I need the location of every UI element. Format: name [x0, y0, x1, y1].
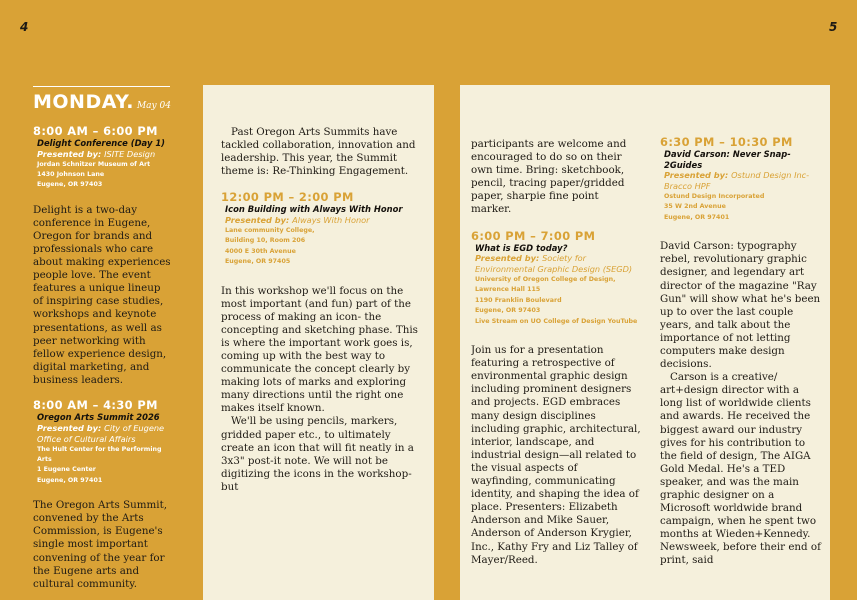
- event-title: Icon Building with Always With Honor: [225, 204, 403, 215]
- address-line: Eugene, OR 97405: [225, 258, 291, 266]
- event-description: Delight is a two-day conference in Eugene, Oregon for brands and professionals who care about making experiences people love. The event features a unique lineup of inspiring case studies, workshops and keynote presentations, as well as peer networking with fellow experience design, digital marketing, and business leaders.: [33, 203, 171, 386]
- column-3: [471, 138, 641, 600]
- event-time: 6:00 PM – 7:00 PM: [471, 228, 596, 243]
- event-arts-summit: [33, 399, 171, 591]
- event-icon-building: [221, 191, 421, 494]
- event-description: Join us for a presentation featuring a retrospective of environmental graphic design including prominent designers and projects. EGD embraces many design disciplines including graphic, architectural, interior, landscape, and industrial design—all related to the visual aspects of wayfinding, communicating identity, and shaping the idea of place. Presenters: Elizabeth Anderson and Mike Sauer, Anderson of Anderson Krygier, Inc., Kathy Fry and Liz Talley of Mayer/Reed.: [471, 344, 641, 566]
- day-rule: [33, 86, 170, 87]
- continued-text: participants are welcome and encouraged to do so on their own time. Bring: sketchbook, pencil, tracing paper/gridded paper, sharpie fine point marker.: [471, 138, 627, 216]
- event-title: Oregon Arts Summit 2026: [37, 412, 160, 423]
- continued-text: Past Oregon Arts Summits have tackled collaboration, innovation and leadership. This year, the Summit theme is: Re-Thinking Engagement.: [221, 126, 416, 178]
- event-description: David Carson: typography rebel, revolutionary graphic designer, and legendary art director of the magazine "Ray Gun" will show what he's been up to over the last couple years, and talk about the importance of not letting computers make design decisions.: [660, 240, 821, 371]
- event-time: 6:30 PM – 10:30 PM: [660, 136, 793, 149]
- event-egd: [471, 230, 641, 567]
- event-description-cont: We'll be using pencils, markers, gridded paper etc., to ultimately create an icon that will fit neatly in a 3x3" post-it note. We will not be digitizing the icons in the workshop- but: [221, 415, 414, 493]
- presenter-name: Society for Environmental Graphic Design (SEGD): [475, 253, 633, 275]
- event-description: The Oregon Arts Summit, convened by the Arts Commission, is Eugene's single most important convening of the year for the Eugene arts and cultural community.: [33, 499, 167, 590]
- presenter-name: Ostund Design Inc-Bracco HPF: [664, 170, 810, 191]
- event-presenter: [37, 423, 171, 445]
- presented-label: Presented by:: [475, 253, 540, 264]
- address-line: Eugene, OR 97401: [37, 476, 103, 484]
- presented-label: Presented by:: [37, 422, 102, 433]
- presented-label: Presented by:: [664, 170, 729, 180]
- presenter-name: ISITE Design: [104, 148, 156, 159]
- address-line: Eugene, OR 97403: [475, 307, 541, 315]
- address-line: 1190 Franklin Boulevard: [475, 296, 562, 304]
- address-line: Eugene, OR 97403: [37, 181, 103, 189]
- presented-label: Presented by:: [225, 214, 290, 225]
- address-line: 1 Eugene Center: [37, 466, 96, 474]
- event-david-carson: [660, 136, 825, 568]
- event-title: Delight Conference (Day 1): [37, 138, 165, 148]
- page-number-left: 4: [20, 20, 29, 34]
- address-line: Jordan Schnitzer Museum of Art: [37, 160, 151, 168]
- address-line: Live Stream on UO College of Design YouTube: [475, 317, 638, 325]
- event-presenter: [475, 253, 641, 275]
- day-name: MONDAY.: [33, 91, 134, 113]
- event-presenter: [225, 215, 421, 226]
- event-description: In this workshop we'll focus on the most important (and fun) part of the process of making an icon- the concepting and sketching phase. This is where the important work goes is, coming up with the best way to communicate the concept clearly by making lots of marks and exploring many directions until the right one makes itself known.: [221, 284, 418, 415]
- address-line: Eugene, OR 97401: [664, 213, 730, 221]
- day-heading: [33, 91, 171, 117]
- event-delight: [33, 125, 171, 387]
- address-line: 1430 Johnson Lane: [37, 170, 105, 178]
- address-line: 4000 E 30th Avenue: [225, 247, 296, 255]
- presenter-name: City of Eugene Office of Cultural Affairs: [37, 422, 165, 444]
- column-1: [33, 86, 171, 600]
- address-line: 35 W 2nd Avenue: [664, 203, 726, 211]
- address-line: University of Oregon College of Design,: [475, 276, 616, 284]
- event-title: David Carson: Never Snap-2Guides: [664, 149, 791, 170]
- address-line: Lawrence Hall 115: [475, 286, 541, 294]
- event-time: 8:00 AM – 4:30 PM: [33, 398, 158, 413]
- address-line: The Hult Center for the Performing Arts: [37, 445, 162, 463]
- address-line: Building 10, Room 206: [225, 237, 306, 245]
- column-2: [221, 126, 421, 600]
- event-presenter: [37, 149, 171, 160]
- event-time: 12:00 PM – 2:00 PM: [221, 190, 354, 205]
- column-4: [660, 136, 825, 600]
- event-presenter: [664, 170, 825, 192]
- event-title: What is EGD today?: [475, 242, 568, 253]
- address-line: Ostund Design Incorporated: [664, 193, 765, 200]
- day-date: May 04: [136, 101, 171, 111]
- presented-label: Presented by:: [37, 148, 102, 159]
- page-number-right: 5: [829, 20, 838, 34]
- event-description-cont: Carson is a creative/ art+design director with a long list of worldwide clients and awards. He received the biggest award our industry gives for his contribution to the field of design, The AIGA Gold Medal. He's a TED speaker, and was the main graphic designer on a Microsoft worldwide brand campaign, when he spent two months at Wieden+Kennedy. Newsweek, before their end of print, said: [660, 371, 821, 567]
- presenter-name: Always With Honor: [292, 214, 370, 225]
- address-line: Lane community College,: [225, 226, 315, 234]
- event-time: 8:00 AM – 6:00 PM: [33, 124, 158, 138]
